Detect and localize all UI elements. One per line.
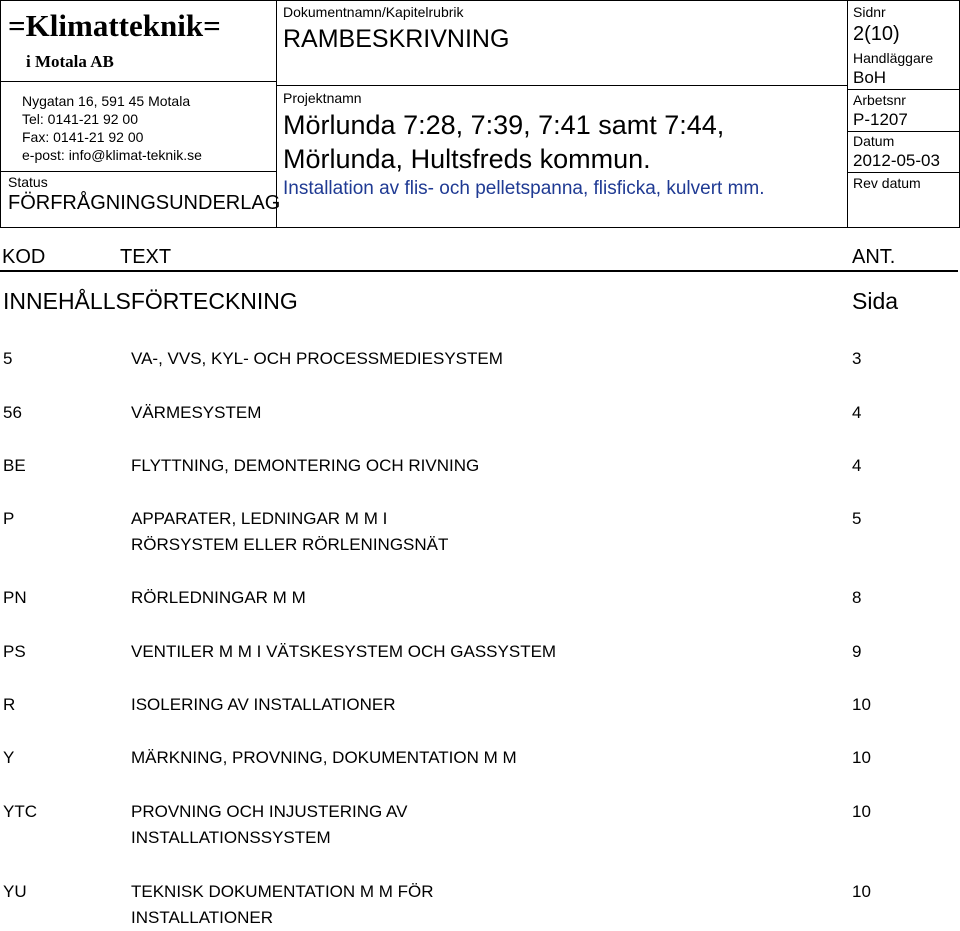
company-subtitle: i Motala AB (26, 52, 114, 71)
arbetsnr-label: Arbetsnr (853, 92, 906, 108)
toc-row-page: 10 (852, 695, 871, 714)
toc-row-page: 3 (852, 349, 862, 368)
divider (276, 85, 847, 86)
toc-row-text: MÄRKNING, PROVNING, DOKUMENTATION M M (131, 748, 517, 767)
column-text: TEXT (120, 246, 172, 268)
divider (1, 171, 276, 172)
status-label: Status (8, 174, 48, 190)
datum-label: Datum (853, 133, 895, 149)
toc-title: INNEHÅLLSFÖRTECKNING (3, 288, 298, 314)
toc-row-code: YU (3, 882, 27, 901)
project-name-line2: Mörlunda, Hultsfreds kommun. (283, 144, 651, 174)
divider (847, 131, 959, 132)
email-line: e-post: info@klimat-teknik.se (22, 147, 202, 163)
column-header-row (0, 246, 958, 272)
doc-label: Dokumentnamn/Kapitelrubrik (283, 4, 464, 20)
company-name: =Klimatteknik= (8, 8, 221, 43)
project-label: Projektnamn (283, 90, 362, 106)
divider (847, 172, 959, 173)
toc-row-text: TEKNISK DOKUMENTATION M M FÖR (131, 882, 434, 901)
divider (847, 89, 959, 90)
toc-row-page: 10 (852, 748, 871, 767)
toc-row-code: BE (3, 456, 26, 475)
handlaggare-value: BoH (853, 68, 887, 87)
toc-row-code: 5 (3, 349, 13, 368)
sidnr-label: Sidnr (853, 4, 886, 20)
toc-row-text: VA-, VVS, KYL- OCH PROCESSMEDIESYSTEM (131, 349, 503, 368)
project-name-line1: Mörlunda 7:28, 7:39, 7:41 samt 7:44, (283, 110, 725, 140)
toc-row-page: 4 (852, 403, 862, 422)
toc-row-page: 5 (852, 509, 862, 528)
toc-row-text: ISOLERING AV INSTALLATIONER (131, 695, 396, 714)
toc-row-code: YTC (3, 802, 37, 821)
status-value: FÖRFRÅGNINGSUNDERLAG (8, 192, 281, 214)
toc-row-page: 10 (852, 802, 871, 821)
toc-row-code: 56 (3, 403, 22, 422)
phone-line: Tel: 0141-21 92 00 (22, 111, 138, 127)
project-description: Installation av flis- och pelletspanna, flisficka, kulvert mm. (283, 178, 765, 199)
toc-row-page: 9 (852, 642, 862, 661)
toc-row-code: R (3, 695, 16, 714)
toc-row-text: RÖRLEDNINGAR M M (131, 588, 306, 607)
toc-row-text: VÄRMESYSTEM (131, 403, 262, 422)
toc-row-page: 10 (852, 882, 871, 901)
toc-row-text: APPARATER, LEDNINGAR M M I (131, 509, 388, 528)
column-ant: ANT. (852, 246, 896, 268)
column-kod: KOD (2, 246, 46, 268)
address-line: Nygatan 16, 591 45 Motala (22, 93, 191, 109)
toc-row-page: 8 (852, 588, 862, 607)
handlaggare-label: Handläggare (853, 50, 934, 66)
toc-row-code: P (3, 509, 15, 528)
toc-row-code: Y (3, 748, 15, 767)
sidnr-value: 2(10) (853, 23, 900, 45)
toc-row-text-cont: RÖRSYSTEM ELLER RÖRLENINGSNÄT (131, 535, 449, 554)
toc-row-text-cont: INSTALLATIONSSYSTEM (131, 828, 331, 847)
datum-value: 2012-05-03 (853, 151, 940, 170)
doc-title: RAMBESKRIVNING (283, 25, 510, 53)
toc-row-text: FLYTTNING, DEMONTERING OCH RIVNING (131, 456, 480, 475)
toc-row-text: PROVNING OCH INJUSTERING AV (131, 802, 408, 821)
toc-row-code: PS (3, 642, 26, 661)
toc-page-header: Sida (852, 288, 899, 314)
toc-row-code: PN (3, 588, 27, 607)
divider (847, 1, 848, 227)
divider (1, 81, 276, 82)
toc-row-text: VENTILER M M I VÄTSKESYSTEM OCH GASSYSTEM (131, 642, 557, 661)
toc-row-page: 4 (852, 456, 862, 475)
revdatum-label: Rev datum (853, 175, 921, 191)
arbetsnr-value: P-1207 (853, 110, 908, 129)
fax-line: Fax: 0141-21 92 00 (22, 129, 144, 145)
toc-row-text-cont: INSTALLATIONER (131, 908, 274, 927)
